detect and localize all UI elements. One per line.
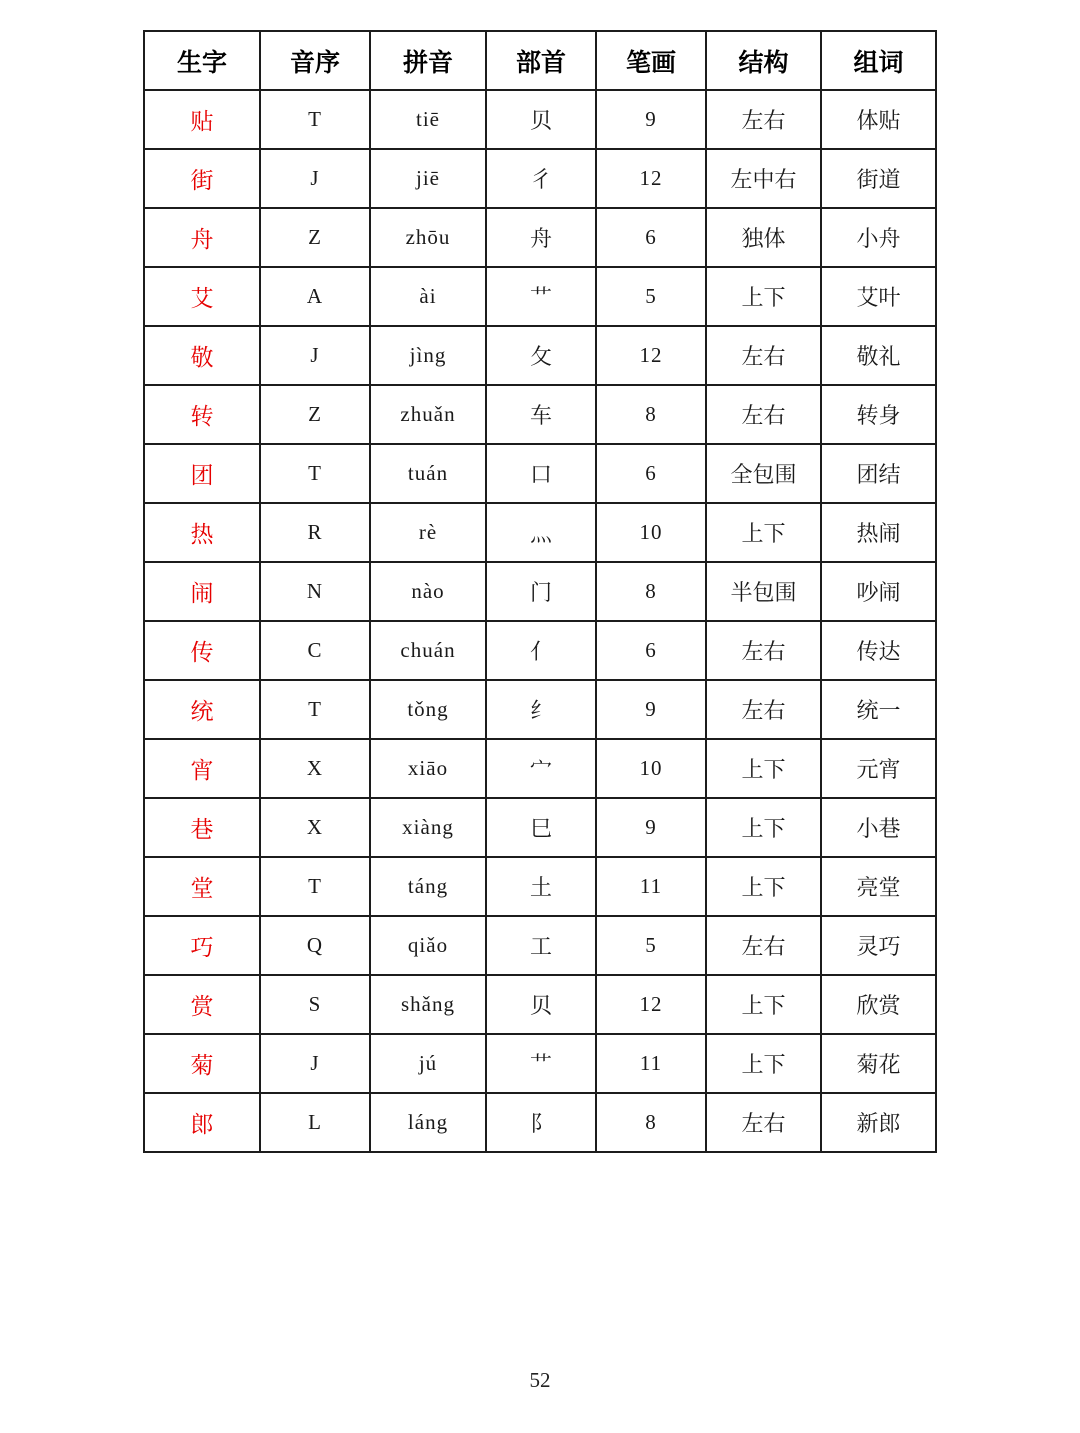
stroke-count-cell: 6 — [596, 621, 706, 680]
table-row — [144, 798, 936, 857]
table-row — [144, 621, 936, 680]
table-row — [144, 1034, 936, 1093]
initial-letter-cell: T — [260, 680, 370, 739]
radical-cell: 贝 — [486, 975, 596, 1034]
character-cell: 巧 — [144, 916, 260, 975]
character-cell: 街 — [144, 149, 260, 208]
initial-letter-cell: S — [260, 975, 370, 1034]
pinyin-cell: jìng — [370, 326, 486, 385]
character-cell: 郎 — [144, 1093, 260, 1152]
column-header-1: 生字 — [144, 31, 260, 90]
stroke-count-cell: 10 — [596, 739, 706, 798]
stroke-count-cell: 8 — [596, 1093, 706, 1152]
stroke-count-cell: 10 — [596, 503, 706, 562]
radical-cell: 工 — [486, 916, 596, 975]
stroke-count-cell: 6 — [596, 444, 706, 503]
structure-cell: 左右 — [706, 680, 821, 739]
column-header-5: 笔画 — [596, 31, 706, 90]
pinyin-cell: láng — [370, 1093, 486, 1152]
initial-letter-cell: N — [260, 562, 370, 621]
structure-cell: 左右 — [706, 90, 821, 149]
character-cell: 传 — [144, 621, 260, 680]
character-cell: 贴 — [144, 90, 260, 149]
radical-cell: 巳 — [486, 798, 596, 857]
table-row — [144, 562, 936, 621]
table-row — [144, 857, 936, 916]
radical-cell: 口 — [486, 444, 596, 503]
radical-cell: 贝 — [486, 90, 596, 149]
column-header-6: 结构 — [706, 31, 821, 90]
structure-cell: 左右 — [706, 326, 821, 385]
column-header-7: 组词 — [821, 31, 936, 90]
pinyin-cell: tǒng — [370, 680, 486, 739]
pinyin-cell: shǎng — [370, 975, 486, 1034]
pinyin-cell: chuán — [370, 621, 486, 680]
character-cell: 敬 — [144, 326, 260, 385]
stroke-count-cell: 8 — [596, 385, 706, 444]
table-row — [144, 149, 936, 208]
stroke-count-cell: 9 — [596, 680, 706, 739]
table-header-row — [144, 31, 936, 90]
word-cell: 敬礼 — [821, 326, 936, 385]
radical-cell: 舟 — [486, 208, 596, 267]
column-header-4: 部首 — [486, 31, 596, 90]
character-cell: 艾 — [144, 267, 260, 326]
structure-cell: 上下 — [706, 739, 821, 798]
pinyin-cell: tiē — [370, 90, 486, 149]
table-row — [144, 326, 936, 385]
word-cell: 传达 — [821, 621, 936, 680]
radical-cell: 土 — [486, 857, 596, 916]
initial-letter-cell: T — [260, 444, 370, 503]
stroke-count-cell: 9 — [596, 90, 706, 149]
table-row — [144, 90, 936, 149]
stroke-count-cell: 6 — [596, 208, 706, 267]
character-cell: 菊 — [144, 1034, 260, 1093]
radical-cell: 纟 — [486, 680, 596, 739]
structure-cell: 左右 — [706, 916, 821, 975]
word-cell: 艾叶 — [821, 267, 936, 326]
radical-cell: 艹 — [486, 1034, 596, 1093]
character-cell: 巷 — [144, 798, 260, 857]
character-cell: 堂 — [144, 857, 260, 916]
initial-letter-cell: C — [260, 621, 370, 680]
character-cell: 团 — [144, 444, 260, 503]
initial-letter-cell: R — [260, 503, 370, 562]
pinyin-cell: xiāo — [370, 739, 486, 798]
initial-letter-cell: T — [260, 90, 370, 149]
structure-cell: 半包围 — [706, 562, 821, 621]
table-row — [144, 916, 936, 975]
radical-cell: 阝 — [486, 1093, 596, 1152]
character-cell: 闹 — [144, 562, 260, 621]
structure-cell: 独体 — [706, 208, 821, 267]
pinyin-cell: tuán — [370, 444, 486, 503]
structure-cell: 全包围 — [706, 444, 821, 503]
radical-cell: 宀 — [486, 739, 596, 798]
stroke-count-cell: 11 — [596, 857, 706, 916]
word-cell: 灵巧 — [821, 916, 936, 975]
table-head — [144, 31, 936, 90]
word-cell: 元宵 — [821, 739, 936, 798]
table-row — [144, 739, 936, 798]
structure-cell: 上下 — [706, 503, 821, 562]
initial-letter-cell: J — [260, 326, 370, 385]
radical-cell: 攵 — [486, 326, 596, 385]
initial-letter-cell: X — [260, 798, 370, 857]
word-cell: 热闹 — [821, 503, 936, 562]
stroke-count-cell: 12 — [596, 326, 706, 385]
stroke-count-cell: 5 — [596, 267, 706, 326]
word-cell: 街道 — [821, 149, 936, 208]
pinyin-cell: zhuǎn — [370, 385, 486, 444]
pinyin-cell: táng — [370, 857, 486, 916]
word-cell: 欣赏 — [821, 975, 936, 1034]
table-row — [144, 503, 936, 562]
pinyin-cell: nào — [370, 562, 486, 621]
initial-letter-cell: X — [260, 739, 370, 798]
radical-cell: 亻 — [486, 621, 596, 680]
pinyin-cell: rè — [370, 503, 486, 562]
radical-cell: 灬 — [486, 503, 596, 562]
stroke-count-cell: 8 — [596, 562, 706, 621]
table-row — [144, 444, 936, 503]
initial-letter-cell: T — [260, 857, 370, 916]
radical-cell: 车 — [486, 385, 596, 444]
character-cell: 转 — [144, 385, 260, 444]
radical-cell: 门 — [486, 562, 596, 621]
word-cell: 统一 — [821, 680, 936, 739]
structure-cell: 上下 — [706, 975, 821, 1034]
character-cell: 舟 — [144, 208, 260, 267]
word-cell: 新郎 — [821, 1093, 936, 1152]
character-cell: 热 — [144, 503, 260, 562]
pinyin-cell: ài — [370, 267, 486, 326]
character-cell: 统 — [144, 680, 260, 739]
initial-letter-cell: Q — [260, 916, 370, 975]
word-cell: 菊花 — [821, 1034, 936, 1093]
word-cell: 小巷 — [821, 798, 936, 857]
word-cell: 吵闹 — [821, 562, 936, 621]
word-cell: 转身 — [821, 385, 936, 444]
page-number: 52 — [529, 1368, 551, 1392]
radical-cell: 艹 — [486, 267, 596, 326]
table-row — [144, 267, 936, 326]
stroke-count-cell: 5 — [596, 916, 706, 975]
structure-cell: 上下 — [706, 267, 821, 326]
structure-cell: 左右 — [706, 621, 821, 680]
column-header-3: 拼音 — [370, 31, 486, 90]
word-cell: 小舟 — [821, 208, 936, 267]
pinyin-cell: jú — [370, 1034, 486, 1093]
table-row — [144, 208, 936, 267]
table-row — [144, 1093, 936, 1152]
structure-cell: 左右 — [706, 385, 821, 444]
word-cell: 亮堂 — [821, 857, 936, 916]
initial-letter-cell: A — [260, 267, 370, 326]
stroke-count-cell: 12 — [596, 149, 706, 208]
table-row — [144, 975, 936, 1034]
initial-letter-cell: J — [260, 149, 370, 208]
table-body — [144, 90, 936, 1152]
initial-letter-cell: Z — [260, 208, 370, 267]
initial-letter-cell: J — [260, 1034, 370, 1093]
pinyin-cell: xiàng — [370, 798, 486, 857]
structure-cell: 上下 — [706, 857, 821, 916]
word-cell: 体贴 — [821, 90, 936, 149]
stroke-count-cell: 12 — [596, 975, 706, 1034]
pinyin-cell: jiē — [370, 149, 486, 208]
character-cell: 赏 — [144, 975, 260, 1034]
table-row — [144, 385, 936, 444]
radical-cell: 彳 — [486, 149, 596, 208]
pinyin-cell: qiǎo — [370, 916, 486, 975]
character-cell: 宵 — [144, 739, 260, 798]
stroke-count-cell: 9 — [596, 798, 706, 857]
stroke-count-cell: 11 — [596, 1034, 706, 1093]
pinyin-cell: zhōu — [370, 208, 486, 267]
initial-letter-cell: L — [260, 1093, 370, 1152]
structure-cell: 上下 — [706, 1034, 821, 1093]
column-header-2: 音序 — [260, 31, 370, 90]
structure-cell: 左右 — [706, 1093, 821, 1152]
initial-letter-cell: Z — [260, 385, 370, 444]
vocabulary-table — [143, 30, 937, 1153]
word-cell: 团结 — [821, 444, 936, 503]
structure-cell: 上下 — [706, 798, 821, 857]
structure-cell: 左中右 — [706, 149, 821, 208]
table-row — [144, 680, 936, 739]
